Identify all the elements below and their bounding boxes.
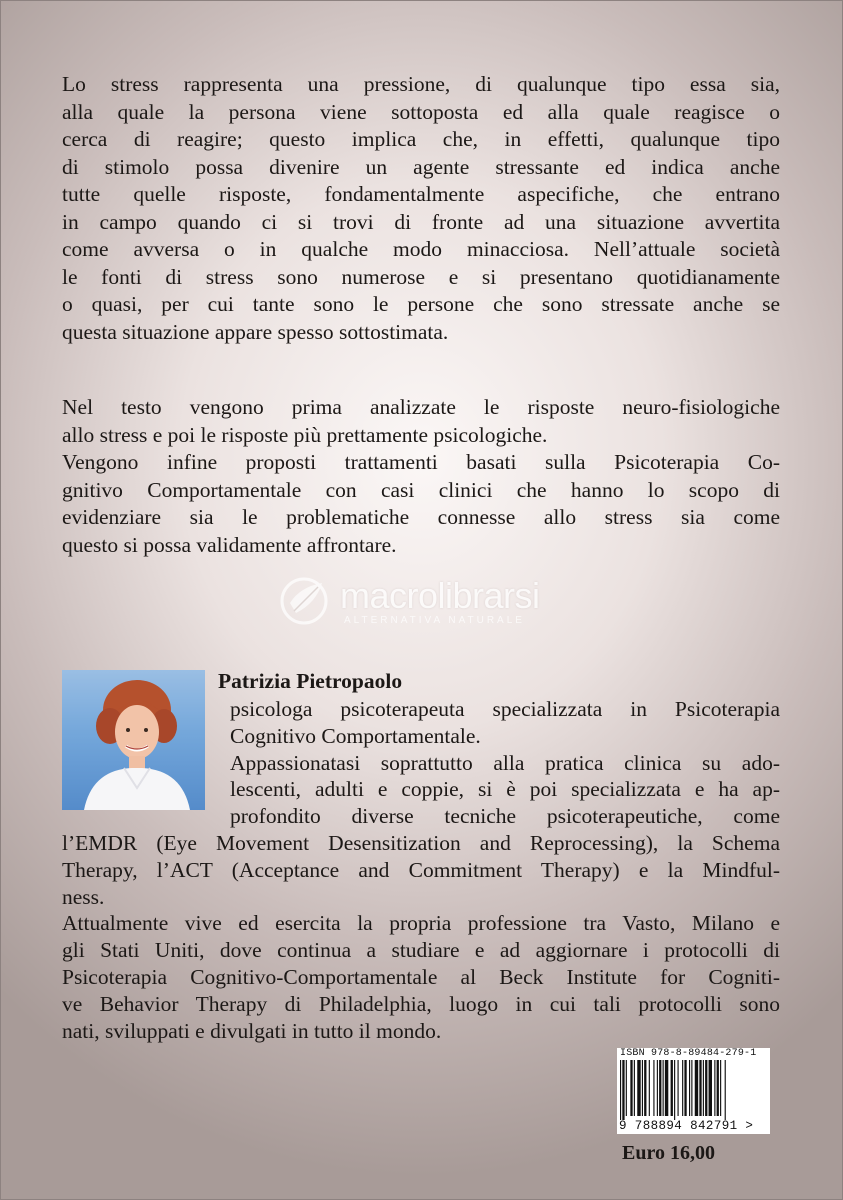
blurb-line: di stimolo possa divenire un agente stressante ed indica anche [62, 154, 780, 179]
price: Euro 16,00 [622, 1142, 715, 1164]
bio-line: lescenti, adulti e coppie, si è poi specializzata e ha ap- [230, 777, 780, 802]
blurb-line: cerca di reagire; questo implica che, in effetti, qualunque tipo [62, 127, 780, 151]
bio-line: Psicoterapia Cognitivo-Comportamentale al Beck Institute for Cogniti- [62, 964, 780, 989]
blurb-line: le fonti di stress sono numerose e si presentano quotidianamente [62, 264, 780, 289]
barcode-bar [689, 1060, 690, 1116]
bio-line: psicologa psicoterapeuta specializzata in Psicoterapia [230, 697, 780, 721]
blurb-line: allo stress e poi le risposte più prettamente psicologiche. [62, 422, 548, 447]
barcode-bar [644, 1060, 646, 1116]
author-name: Patrizia Pietropaolo [218, 669, 403, 693]
barcode-bar [709, 1060, 712, 1116]
barcode-bar [663, 1060, 664, 1116]
barcode-bar [695, 1060, 698, 1116]
barcode-bar [626, 1060, 627, 1116]
bio-line: gli Stati Uniti, dove continua a studiare e ad aggiornare i protocolli di [62, 938, 780, 963]
barcode-bar [699, 1060, 701, 1116]
barcode-bar [649, 1060, 650, 1116]
barcode-bar [653, 1060, 654, 1116]
barcode-bar [637, 1060, 640, 1116]
bio-line: nati, sviluppati e divulgati in tutto il mondo. [62, 1018, 442, 1043]
barcode-bar [665, 1060, 668, 1116]
barcode-bar [630, 1060, 632, 1116]
blurb-line: come avversa o in qualche modo minacciosa. Nell’attuale società [62, 237, 780, 261]
barcode-bar [714, 1060, 715, 1116]
blurb-paragraph-2 [62, 394, 780, 449]
barcode-bar [682, 1060, 683, 1116]
bio-line: Attualmente vive ed esercita la propria professione tra Vasto, Milano e [62, 911, 780, 936]
blurb-paragraph-1 [62, 71, 780, 346]
blurb-line: gnitivo Comportamentale con casi clinici che hanno lo scopo di [62, 477, 780, 502]
barcode-bar [634, 1060, 635, 1116]
blurb-line: questo si possa validamente affrontare. [62, 532, 397, 557]
blurb-line: in campo quando ci si trovi di fronte ad una situazione avvertita [62, 209, 780, 234]
barcode-bar [691, 1060, 692, 1116]
barcode-bar [657, 1060, 658, 1116]
barcode-bar [720, 1060, 721, 1116]
blurb-paragraph-3 [62, 449, 780, 559]
barcode-bar [717, 1060, 719, 1116]
author-bio [62, 696, 780, 1044]
ean-digits: 9 788894 842791 > [619, 1119, 754, 1133]
barcode-bar [620, 1060, 621, 1120]
blurb-line: tutte quelle risposte, fondamentalmente aspecifiche, che entrano [62, 182, 780, 206]
macrolibrarsi-watermark [276, 573, 576, 629]
bio-line: ve Behavior Therapy di Philadelphia, luogo in cui tali protocolli sono [62, 991, 780, 1016]
isbn-barcode [617, 1048, 770, 1134]
barcode-bar [671, 1060, 673, 1116]
leaf-logo-icon [276, 573, 336, 629]
bio-line: profondito diverse tecniche psicoterapeutiche, come [230, 804, 780, 829]
blurb-line: Nel testo vengono prima analizzate le risposte neuro-fisiologiche [62, 395, 780, 419]
barcode-bars-icon [620, 1060, 767, 1120]
barcode-bar [703, 1060, 704, 1116]
bio-line: Cognitivo Comportamentale. [230, 723, 481, 748]
barcode-bar [659, 1060, 661, 1116]
barcode-bar [642, 1060, 643, 1116]
bio-line: ness. [62, 884, 105, 909]
barcode-bar [678, 1060, 679, 1116]
barcode-bar [705, 1060, 707, 1116]
barcode-bar [725, 1060, 726, 1120]
blurb-line: Vengono infine proposti trattamenti basati sulla Psicoterapia Co- [62, 450, 780, 474]
bio-line: Appassionatasi soprattutto alla pratica clinica su ado- [230, 750, 780, 775]
blurb-line: alla quale la persona viene sottoposta ed alla quale reagisce o [62, 99, 780, 124]
blurb-line: evidenziare sia le problematiche connesse allo stress sia come [62, 505, 780, 529]
isbn-label: ISBN 978-8-89484-279-1 [620, 1048, 757, 1059]
barcode-bar [674, 1060, 675, 1120]
watermark-tagline: ALTERNATIVA NATURALE [344, 615, 525, 626]
blurb-line: o quasi, per cui tante sono le persone che sono stressate anche se [62, 292, 780, 316]
barcode-bar [684, 1060, 686, 1116]
blurb-line: Lo stress rappresenta una pressione, di qualunque tipo essa sia, [62, 72, 780, 96]
bio-line: l’EMDR (Eye Movement Desensitization and Reprocessing), la Schema [62, 830, 780, 855]
blurb-line: questa situazione appare spesso sottostimata. [62, 319, 449, 344]
watermark-brand: macrolibrarsi [340, 575, 540, 616]
barcode-bar [622, 1060, 624, 1120]
bio-line: Therapy, l’ACT (Acceptance and Commitment Therapy) e la Mindful- [62, 857, 780, 882]
